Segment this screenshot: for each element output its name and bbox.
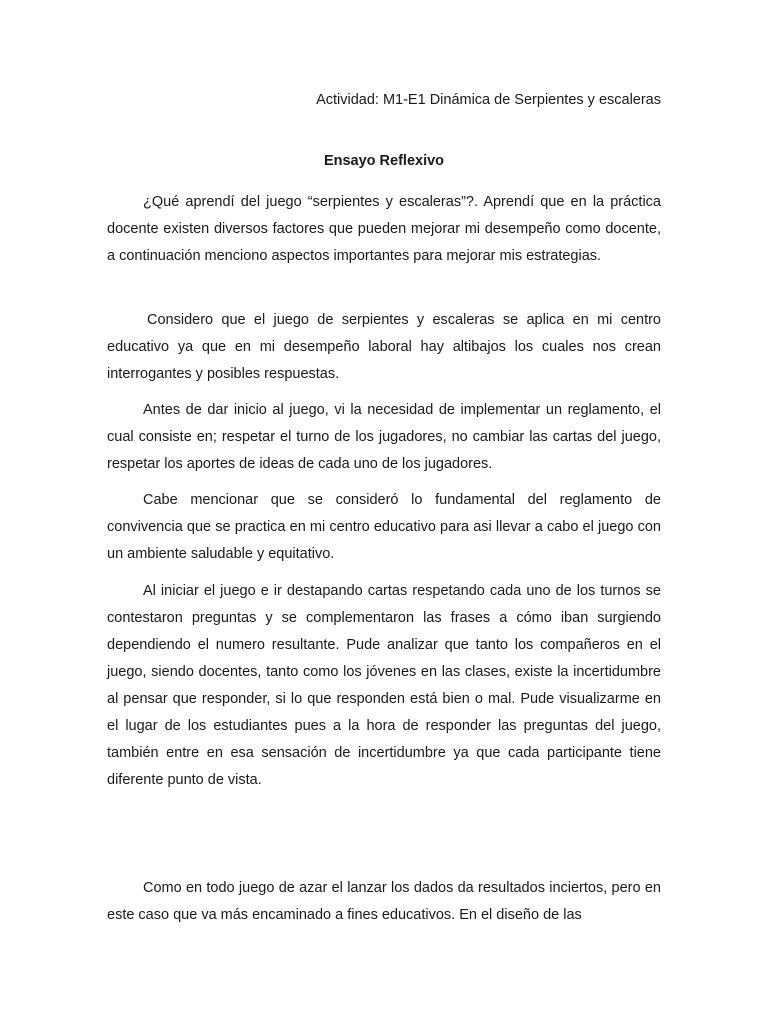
activity-header: Actividad: M1-E1 Dinámica de Serpientes y escaleras — [316, 92, 661, 108]
paragraph: Considero que el juego de serpientes y escaleras se aplica en mi centro educativo ya que en mi desempeño laboral hay altibajos los cuales nos crean interrogantes y posibles respuestas. — [107, 312, 661, 382]
paragraph: Antes de dar inicio al juego, vi la necesidad de implementar un reglamento, el cual consiste en; respetar el turno de los jugadores, no cambiar las cartas del juego, respetar los aportes de ideas de cada uno de los jugadores. — [107, 402, 661, 472]
paragraph: Cabe mencionar que se consideró lo fundamental del reglamento de convivencia que se practica en mi centro educativo para asi llevar a cabo el juego con un ambiente saludable y equitativo. — [107, 492, 661, 562]
essay-title: Ensayo Reflexivo — [323, 153, 445, 169]
paragraph: ¿Qué aprendí del juego “serpientes y escaleras”?. Aprendí que en la práctica docente existen diversos factores que pueden mejorar mi desempeño como docente, a continuación menciono aspectos importantes para mejorar mis estrategias. — [107, 194, 661, 264]
paragraph: Como en todo juego de azar el lanzar los dados da resultados inciertos, pero en este caso que va más encaminado a fines educativos. En el diseño de las — [107, 880, 661, 923]
paragraph: Al iniciar el juego e ir destapando cartas respetando cada uno de los turnos se contestaron preguntas y se complementaron las frases a cómo iban surgiendo dependiendo el numero resultante. Pude analizar que tanto los compañeros en el juego, siendo docentes, tanto como los jóvenes en las clases, existe la incertidumbre al pensar que responder, si lo que responden está bien o mal. Pude visualizarme en el lugar de los estudiantes pues a la hora de responder las preguntas del juego, también entre en esa sensación de incertidumbre ya que cada participante tiene diferente punto de vista. — [107, 583, 661, 788]
